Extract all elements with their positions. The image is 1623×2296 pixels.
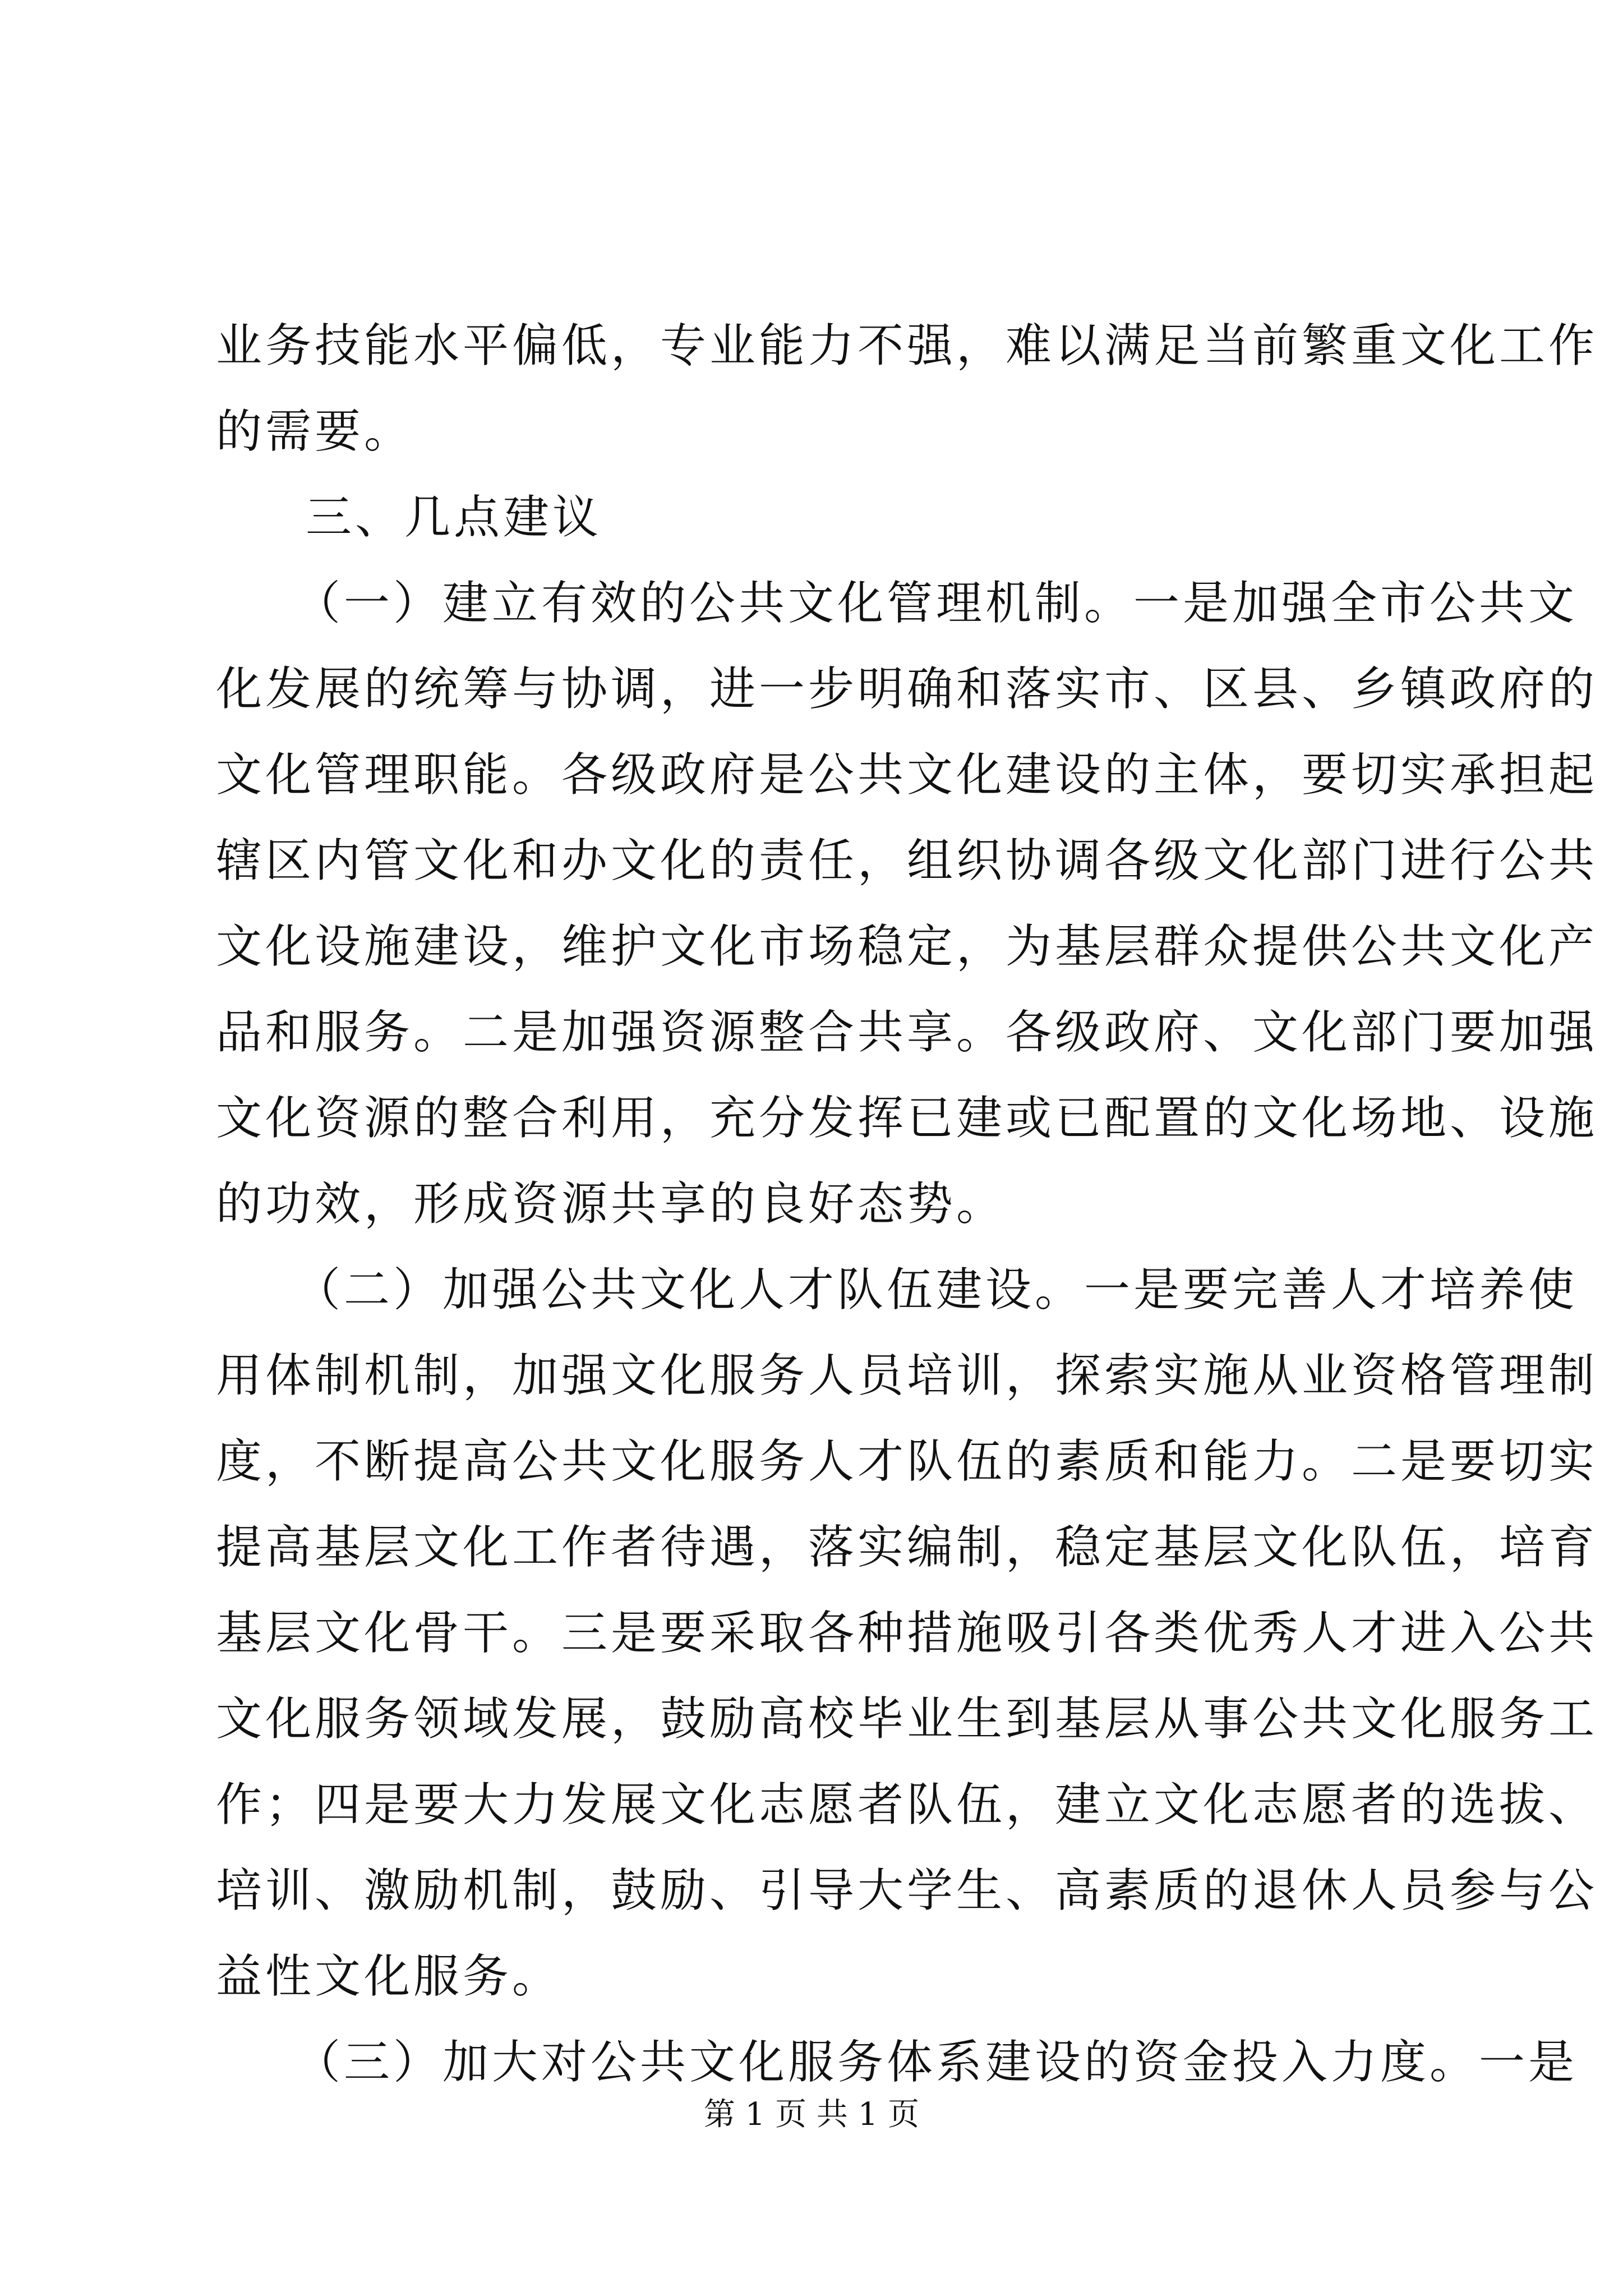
- page-number-footer: 第 1 页 共 1 页: [703, 2096, 920, 2133]
- text-line: 的功效，形成资源共享的良好态势。: [216, 1177, 1006, 1231]
- text-line: 文化资源的整合利用，充分发挥已建或已配置的文化场地、设施: [216, 1092, 1598, 1145]
- text-line: 文化设施建设，维护文化市场稳定，为基层群众提供公共文化产: [216, 920, 1598, 973]
- text-line: 的需要。: [216, 405, 414, 458]
- text-line: （一）建立有效的公共文化管理机制。一是加强全市公共文: [294, 577, 1578, 630]
- text-line: 业务技能水平偏低，专业能力不强，难以满足当前繁重文化工作: [216, 319, 1598, 372]
- text-line: 提高基层文化工作者待遇，落实编制，稳定基层文化队伍，培育: [216, 1521, 1598, 1574]
- text-line: 度，不断提高公共文化服务人才队伍的素质和能力。二是要切实: [216, 1435, 1598, 1488]
- text-line: 培训、激励机制，鼓励、引导大学生、高素质的退休人员参与公: [216, 1864, 1598, 1917]
- text-line: 文化管理职能。各级政府是公共文化建设的主体，要切实承担起: [216, 748, 1598, 802]
- text-line: （二）加强公共文化人才队伍建设。一是要完善人才培养使: [294, 1263, 1578, 1317]
- text-line: 文化服务领域发展，鼓励高校毕业生到基层从事公共文化服务工: [216, 1692, 1598, 1746]
- document-body: [216, 303, 1598, 2105]
- text-line: 作；四是要大力发展文化志愿者队伍，建立文化志愿者的选拔、: [216, 1778, 1598, 1832]
- text-line: 辖区内管文化和办文化的责任，组织协调各级文化部门进行公共: [216, 834, 1598, 887]
- text-line: 品和服务。二是加强资源整合共享。各级政府、文化部门要加强: [216, 1006, 1598, 1059]
- text-line: 益性文化服务。: [216, 1950, 562, 2003]
- section-heading: 三、几点建议: [306, 491, 602, 544]
- text-line: （三）加大对公共文化服务体系建设的资金投入力度。一是: [294, 2036, 1578, 2089]
- text-line: 基层文化骨干。三是要采取各种措施吸引各类优秀人才进入公共: [216, 1607, 1598, 1660]
- text-line: 用体制机制，加强文化服务人员培训，探索实施从业资格管理制: [216, 1349, 1598, 1402]
- text-line: 化发展的统筹与协调，进一步明确和落实市、区县、乡镇政府的: [216, 662, 1598, 716]
